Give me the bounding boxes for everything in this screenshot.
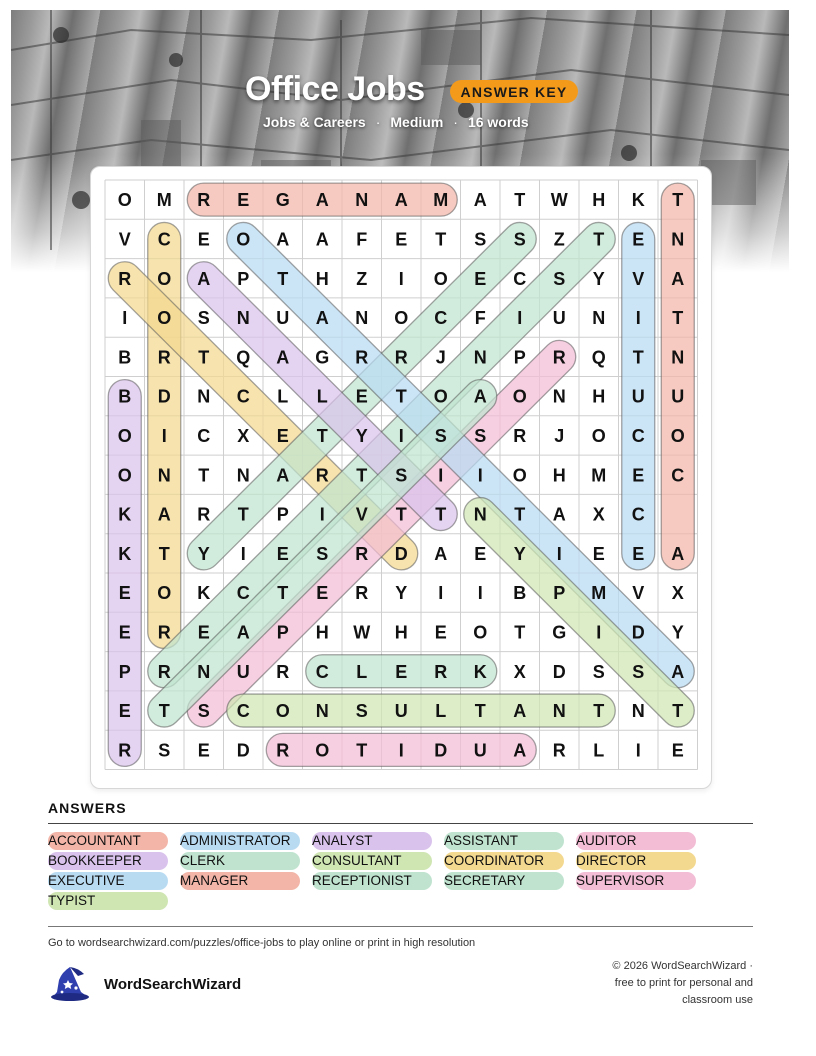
grid-letter: C xyxy=(671,465,685,486)
grid-letter: E xyxy=(474,543,487,564)
grid-letter: N xyxy=(355,308,369,329)
grid-letter: D xyxy=(394,543,408,564)
answers-list xyxy=(48,832,753,910)
grid-letter: L xyxy=(435,701,447,722)
grid-letter: S xyxy=(197,701,210,722)
grid-letter: I xyxy=(398,740,404,761)
grid-letter: N xyxy=(236,465,250,486)
grid-letter: R xyxy=(394,347,408,368)
grid-letter: F xyxy=(356,229,368,250)
grid-letter: I xyxy=(635,308,641,329)
answer-item: CLERK xyxy=(180,852,300,870)
grid-letter: E xyxy=(632,229,645,250)
grid-letter: K xyxy=(197,583,211,604)
grid-letter: U xyxy=(671,386,685,407)
grid-letter: E xyxy=(118,622,131,643)
grid-letter: O xyxy=(394,308,409,329)
grid-letter: O xyxy=(315,740,330,761)
grid-letter: O xyxy=(433,386,448,407)
grid-letter: T xyxy=(474,701,486,722)
grid-letter: E xyxy=(118,701,131,722)
grid-letter: E xyxy=(355,386,368,407)
grid-letter: S xyxy=(355,701,368,722)
grid-letter: V xyxy=(632,268,645,289)
grid-letters xyxy=(118,190,685,760)
answer-item: ANALYST xyxy=(312,832,432,850)
grid-letter: R xyxy=(552,347,566,368)
grid-letter: E xyxy=(276,425,289,446)
grid-letter: K xyxy=(118,504,132,525)
grid-letter: R xyxy=(276,740,290,761)
grid-letter: P xyxy=(276,504,289,525)
grid-letter: I xyxy=(517,308,523,329)
grid-letter: O xyxy=(512,386,527,407)
grid-letter: A xyxy=(157,504,171,525)
grid-letter: T xyxy=(395,504,407,525)
grid-letter: T xyxy=(435,504,447,525)
grid-letter: O xyxy=(236,229,251,250)
grid-letter: C xyxy=(197,425,211,446)
grid-letter: A xyxy=(473,386,487,407)
grid-letter: X xyxy=(237,425,250,446)
grid-letter: A xyxy=(394,190,408,211)
grid-letter: X xyxy=(592,504,605,525)
grid-letter: E xyxy=(395,229,408,250)
grid-letter: R xyxy=(355,543,369,564)
grid-letter: A xyxy=(552,504,566,525)
answer-item: EXECUTIVE xyxy=(48,872,168,890)
grid-letter: T xyxy=(435,229,447,250)
grid-letter: R xyxy=(355,347,369,368)
answer-item: BOOKKEEPER xyxy=(48,852,168,870)
grid-letter: N xyxy=(631,701,645,722)
grid-letter: T xyxy=(277,583,289,604)
grid-letter: E xyxy=(592,543,605,564)
grid-letter: Y xyxy=(592,268,605,289)
grid-letter: A xyxy=(671,268,685,289)
grid-letter: P xyxy=(118,661,131,682)
grid-letter: U xyxy=(236,661,250,682)
grid-letter: I xyxy=(477,583,483,604)
grid-letter: G xyxy=(275,190,290,211)
grid-letter: H xyxy=(315,622,329,643)
answer-item: ASSISTANT xyxy=(444,832,564,850)
page-title: Office Jobs xyxy=(245,70,425,108)
grid-letter: Z xyxy=(553,229,565,250)
wizard-hat-icon xyxy=(48,964,92,1004)
grid-letter: O xyxy=(157,268,172,289)
grid-letter: I xyxy=(319,504,325,525)
grid-letter: R xyxy=(197,504,211,525)
answer-item: CONSULTANT xyxy=(312,852,432,870)
grid-letter: E xyxy=(237,190,250,211)
grid-letter: V xyxy=(355,504,368,525)
grid-letter: I xyxy=(477,465,483,486)
grid-letter: B xyxy=(118,386,132,407)
grid-letter: T xyxy=(198,347,210,368)
answer-item: SUPERVISOR xyxy=(576,872,696,890)
grid-letter: O xyxy=(670,425,685,446)
grid-letter: O xyxy=(117,465,132,486)
answer-item: ACCOUNTANT xyxy=(48,832,168,850)
grid-letter: S xyxy=(474,229,487,250)
grid-letter: T xyxy=(158,701,170,722)
grid-letter: Y xyxy=(395,583,408,604)
grid-letter: P xyxy=(553,583,566,604)
grid-letter: C xyxy=(157,229,171,250)
grid-letter: L xyxy=(277,386,289,407)
grid-letter: M xyxy=(591,465,607,486)
grid-letter: L xyxy=(356,661,368,682)
footer-link[interactable]: Go to wordsearchwizard.com/puzzles/office-jobs to play online or print in high resolution xyxy=(48,937,476,949)
grid-letter: S xyxy=(592,661,605,682)
grid-letter: S xyxy=(632,661,645,682)
grid-letter: R xyxy=(434,661,448,682)
grid-letter: E xyxy=(632,465,645,486)
grid-letter: H xyxy=(592,386,606,407)
grid-letter: O xyxy=(117,190,132,211)
grid-letter: I xyxy=(635,740,641,761)
grid-letter: T xyxy=(395,386,407,407)
grid-letter: E xyxy=(474,268,487,289)
grid-letter: A xyxy=(276,229,290,250)
grid-letter: E xyxy=(276,543,289,564)
grid-letter: X xyxy=(513,661,526,682)
grid-letter: S xyxy=(553,268,566,289)
difficulty-label: Medium xyxy=(390,114,444,130)
grid-letter: R xyxy=(276,661,290,682)
grid-letter: M xyxy=(433,190,449,211)
grid-letter: M xyxy=(156,190,172,211)
grid-letter: E xyxy=(197,740,210,761)
grid-letter: D xyxy=(236,740,250,761)
grid-letter: K xyxy=(473,661,487,682)
meta-separator: · xyxy=(375,114,381,130)
grid-letter: A xyxy=(513,740,527,761)
grid-letter: C xyxy=(434,308,448,329)
grid-letter: T xyxy=(593,229,605,250)
grid-letter: C xyxy=(513,268,527,289)
grid-letter: N xyxy=(197,386,211,407)
meta-separator: · xyxy=(453,114,458,130)
word-count-label: 16 words xyxy=(467,114,529,130)
grid-letter: A xyxy=(276,465,290,486)
grid-letter: J xyxy=(435,347,446,368)
grid-letter: P xyxy=(276,622,289,643)
grid-letter: R xyxy=(157,622,171,643)
grid-letter: N xyxy=(592,308,606,329)
grid-letter: T xyxy=(356,465,368,486)
grid-letter: N xyxy=(355,190,369,211)
grid-letter: A xyxy=(315,190,329,211)
grid-letter: N xyxy=(236,308,250,329)
grid-letter: T xyxy=(356,740,368,761)
grid-letter: O xyxy=(591,425,606,446)
grid-letter: E xyxy=(316,583,329,604)
grid-letter: N xyxy=(552,701,566,722)
grid-letter: K xyxy=(118,543,132,564)
grid-letter: U xyxy=(473,740,487,761)
grid-letter: B xyxy=(118,347,132,368)
grid-letter: A xyxy=(671,661,685,682)
grid-letter: D xyxy=(631,622,645,643)
grid-letter: S xyxy=(158,740,171,761)
grid-letter: C xyxy=(236,583,250,604)
grid-letter: R xyxy=(315,465,329,486)
grid-letter: E xyxy=(395,661,408,682)
grid-letter: D xyxy=(434,740,448,761)
grid-letter: E xyxy=(197,622,210,643)
category-label: Jobs & Careers xyxy=(263,114,366,130)
grid-letter: N xyxy=(157,465,171,486)
grid-letter: C xyxy=(631,425,645,446)
grid-letter: N xyxy=(473,347,487,368)
answer-item: AUDITOR xyxy=(576,832,696,850)
grid-letter: R xyxy=(513,425,527,446)
grid-letter: Y xyxy=(197,543,210,564)
copyright-line: free to print for personal and xyxy=(614,977,753,989)
grid-letter: N xyxy=(671,229,685,250)
grid-letter: A xyxy=(671,543,685,564)
puzzle-meta xyxy=(263,114,529,130)
grid-letter: E xyxy=(118,583,131,604)
grid-letter: I xyxy=(438,583,444,604)
grid-letter: H xyxy=(592,190,606,211)
grid-letter: S xyxy=(197,308,210,329)
grid-letter: N xyxy=(197,661,211,682)
grid-letter: I xyxy=(438,465,444,486)
grid-letter: P xyxy=(237,268,250,289)
grid-letter: E xyxy=(671,740,684,761)
grid-letter: T xyxy=(198,465,210,486)
grid-letter: I xyxy=(161,425,167,446)
grid-letter: I xyxy=(122,308,128,329)
grid-letter: A xyxy=(473,190,487,211)
copyright-line: classroom use xyxy=(682,994,753,1006)
grid-letter: I xyxy=(556,543,562,564)
grid-letter: R xyxy=(157,347,171,368)
grid-letter: R xyxy=(157,661,171,682)
grid-letter: O xyxy=(512,465,527,486)
answer-item: RECEPTIONIST xyxy=(312,872,432,890)
grid-letter: H xyxy=(315,268,329,289)
grid-letter: S xyxy=(316,543,329,564)
brand xyxy=(48,964,241,1004)
grid-letter: T xyxy=(672,701,684,722)
grid-letter: S xyxy=(434,425,447,446)
grid-letter: O xyxy=(117,425,132,446)
grid-letter: P xyxy=(513,347,526,368)
grid-letter: O xyxy=(157,583,172,604)
answer-item: ADMINISTRATOR xyxy=(180,832,300,850)
grid-letter: C xyxy=(315,661,329,682)
grid-letter: R xyxy=(355,583,369,604)
grid-letter: R xyxy=(118,740,132,761)
grid-letter: U xyxy=(631,386,645,407)
grid-letter: G xyxy=(552,622,567,643)
grid-letter: T xyxy=(593,701,605,722)
grid-letter: I xyxy=(398,268,404,289)
grid-letter: N xyxy=(315,701,329,722)
grid-letter: D xyxy=(552,661,566,682)
grid-letter: E xyxy=(632,543,645,564)
copyright xyxy=(583,958,753,1009)
grid-letter: R xyxy=(197,190,211,211)
grid-letter: E xyxy=(197,229,210,250)
grid-letter: A xyxy=(197,268,211,289)
grid-letter: A xyxy=(276,347,290,368)
brand-name: WordSearchWizard xyxy=(104,975,242,993)
grid-letter: K xyxy=(631,190,645,211)
grid-letter: A xyxy=(315,308,329,329)
grid-letter: A xyxy=(434,543,448,564)
grid-letter: I xyxy=(240,543,246,564)
grid-letter: W xyxy=(550,190,568,211)
grid-letter: O xyxy=(275,701,290,722)
grid-letter: T xyxy=(158,543,170,564)
grid-letter: N xyxy=(552,386,566,407)
grid-letter: O xyxy=(433,268,448,289)
grid-letter: T xyxy=(277,268,289,289)
grid-letter: H xyxy=(394,622,408,643)
grid-letter: A xyxy=(315,229,329,250)
grid-letter: N xyxy=(671,347,685,368)
answer-key-badge: ANSWER KEY xyxy=(450,80,578,103)
grid-letter: R xyxy=(552,740,566,761)
puzzle-grid-card xyxy=(90,166,712,789)
grid-letter: A xyxy=(513,701,527,722)
grid-letter: T xyxy=(514,504,526,525)
grid-letter: I xyxy=(596,622,602,643)
grid-letter: C xyxy=(631,504,645,525)
answer-item: SECRETARY xyxy=(444,872,564,890)
answer-item: TYPIST xyxy=(48,892,168,910)
grid-letter: T xyxy=(514,622,526,643)
grid-letter: O xyxy=(473,622,488,643)
grid-letter: D xyxy=(157,386,171,407)
copyright-line: © 2026 WordSearchWizard · xyxy=(612,960,753,972)
grid-letter: T xyxy=(514,190,526,211)
grid-letter: A xyxy=(236,622,250,643)
grid-letter: Z xyxy=(356,268,368,289)
grid-letter: V xyxy=(632,583,645,604)
grid-letter: U xyxy=(552,308,566,329)
grid-letter: T xyxy=(237,504,249,525)
grid-letter: T xyxy=(632,347,644,368)
grid-letter: S xyxy=(395,465,408,486)
grid-letter: Y xyxy=(671,622,684,643)
grid-letter: L xyxy=(593,740,605,761)
grid-letter: U xyxy=(394,701,408,722)
grid-letter: C xyxy=(236,386,250,407)
grid-letter: O xyxy=(157,308,172,329)
grid-letter: F xyxy=(474,308,486,329)
answer-item: COORDINATOR xyxy=(444,852,564,870)
grid-letter: U xyxy=(276,308,290,329)
grid-letter: W xyxy=(353,622,371,643)
grid-letter: S xyxy=(513,229,526,250)
grid-letter: C xyxy=(236,701,250,722)
grid-letter: B xyxy=(513,583,527,604)
grid-letter: T xyxy=(672,308,684,329)
grid-letter: Q xyxy=(236,347,251,368)
grid-letter: V xyxy=(118,229,131,250)
grid-letter: J xyxy=(554,425,565,446)
answer-item: DIRECTOR xyxy=(576,852,696,870)
grid-letter: Y xyxy=(355,425,368,446)
grid-letter: E xyxy=(434,622,447,643)
grid-letter: T xyxy=(316,425,328,446)
grid-letter: G xyxy=(315,347,330,368)
grid-letter: S xyxy=(474,425,487,446)
grid-letter: I xyxy=(398,425,404,446)
grid-letter: T xyxy=(672,190,684,211)
grid-letter: H xyxy=(552,465,566,486)
grid-letter: X xyxy=(671,583,684,604)
letter-grid xyxy=(91,167,711,788)
grid-letter: M xyxy=(591,583,607,604)
answers-heading: ANSWERS xyxy=(48,800,127,816)
grid-letter: Y xyxy=(513,543,526,564)
grid-letter: N xyxy=(473,504,487,525)
grid-letter: L xyxy=(316,386,328,407)
footer-divider xyxy=(48,926,753,927)
grid-letter: Q xyxy=(591,347,606,368)
answers-divider xyxy=(48,823,753,824)
grid-letter: R xyxy=(118,268,132,289)
answer-item: MANAGER xyxy=(180,872,300,890)
